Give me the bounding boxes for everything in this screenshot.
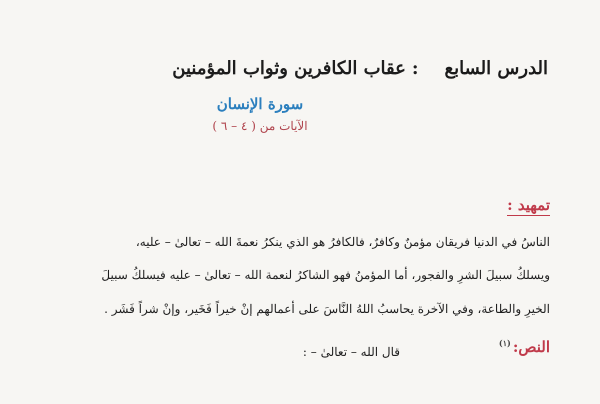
intro-heading-underline [507, 215, 550, 216]
lesson-title: عقاب الكافرين وثواب المؤمنين [172, 58, 406, 79]
lesson-label: الدرس السابع [444, 58, 548, 79]
intro-heading [507, 196, 550, 216]
lesson-heading [172, 58, 548, 79]
lesson-colon: : [411, 58, 419, 79]
verses-range: الآيات من ( ٤ – ٦ ) [212, 119, 308, 133]
footnote-ref: (١) [498, 338, 511, 348]
quote-intro: قال الله – تعالىٰ – : [302, 345, 400, 359]
surah-title: سورة الإنسان [216, 95, 304, 113]
intro-line-3: الخيرِ والطاعة، وفي الآخرة يحاسبُ اللهُ النَّاسَ على أعمالهم إنْ خيراً فَخَير، وإنْ شراً فَشَر . [104, 302, 550, 316]
intro-line-1: الناسُ في الدنيا فريقان مؤمنٌ وكافرٌ، فالكافرُ هو الذي ينكرُ نعمةَ الله – تعالىٰ – عليه، [135, 235, 550, 249]
text-heading-label: النص: [512, 338, 550, 356]
intro-heading-text: تمهيد : [507, 196, 550, 214]
intro-line-2: ويسلكُ سبيلَ الشرِ والفجور، أما المؤمنُ فهو الشاكرُ لنعمة الله – تعالىٰ – عليه فيسلكُ سبيلَ [101, 268, 550, 282]
text-heading [499, 338, 550, 356]
